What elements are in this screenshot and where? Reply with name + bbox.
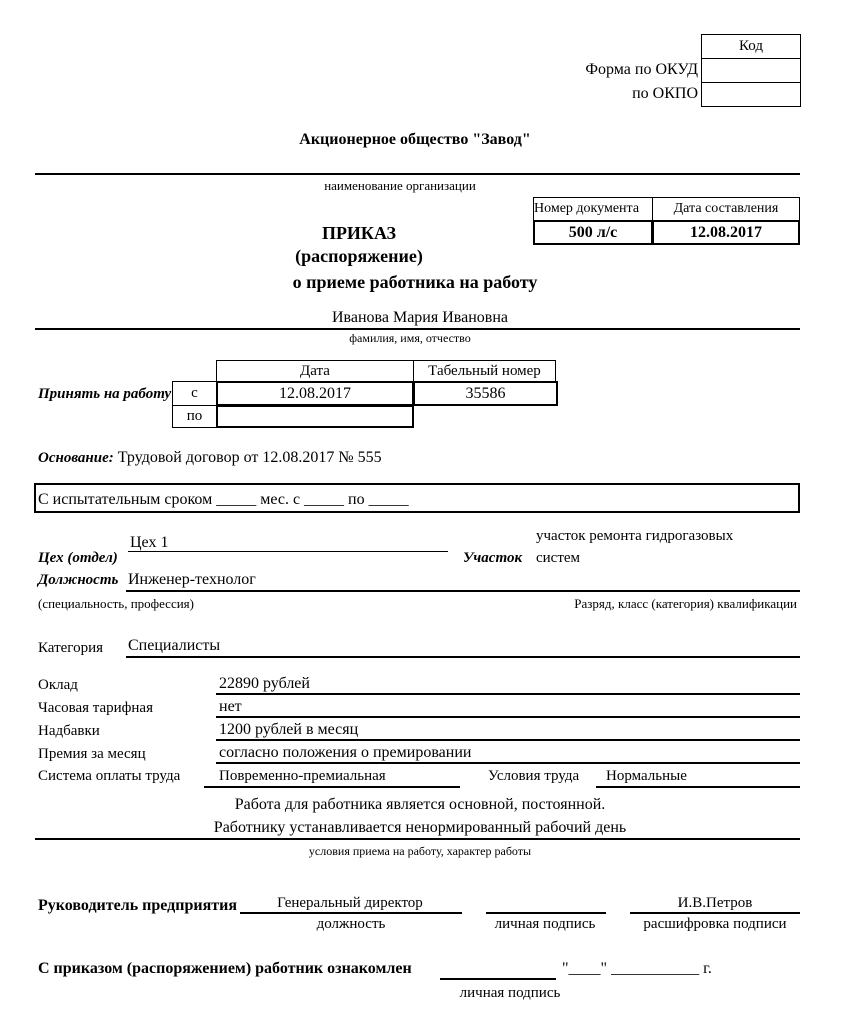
section-value-1: участок ремонта гидрогазовых [536, 528, 734, 544]
bonus-label: Надбавки [38, 723, 100, 739]
okpo-code-cell [701, 82, 801, 107]
hourly-value: нет [219, 698, 242, 715]
conditions-label: Условия труда [488, 768, 580, 784]
employee-name: Иванова Мария Ивановна [331, 309, 509, 326]
okud-label: Форма по ОКУД [585, 61, 698, 78]
section-value-2: систем [536, 550, 581, 566]
ack-date: "____" ___________ г. [562, 960, 712, 977]
doc-date-header: Дата составления [652, 197, 800, 221]
hire-from-date: 12.08.2017 [216, 381, 414, 406]
cap-position: должность [316, 916, 386, 932]
ack-signature-line [440, 978, 556, 980]
okpo-label: по ОКПО [632, 85, 698, 102]
shop-line [128, 551, 448, 552]
organization-caption: наименование организации [324, 178, 476, 193]
head-position: Генеральный директор [277, 895, 423, 911]
salary-label: Оклад [38, 677, 78, 693]
doc-date-value: 12.08.2017 [652, 220, 800, 245]
employee-caption: фамилия, имя, отчество [349, 331, 471, 345]
premium-line [216, 762, 800, 764]
basis-value: Трудовой договор от 12.08.2017 № 555 [117, 449, 382, 466]
shop-value: Цех 1 [130, 534, 169, 551]
doc-number-header: Номер документа [533, 197, 653, 221]
employee-line [35, 328, 800, 330]
order-subtitle: (распоряжение) [295, 246, 423, 266]
organization-name: Акционерное общество "Завод" [299, 131, 531, 148]
category-line [126, 656, 800, 658]
position-caption-right: Разряд, класс (категория) квалификации [574, 596, 797, 611]
ack-caption: личная подпись [459, 985, 561, 1001]
ack-label: С приказом (распоряжением) работник ознакомлен [38, 960, 412, 977]
head-position-line [240, 912, 462, 914]
salary-line [216, 693, 800, 695]
hire-tab-header: Табельный номер [413, 360, 556, 382]
section-label: Участок [463, 550, 523, 566]
position-label: Должность [38, 572, 119, 588]
salary-value: 22890 рублей [219, 675, 310, 692]
terms-line-1: Работа для работника является основной, постоянной. [234, 796, 606, 813]
probation-text: С испытательным сроком _____ мес. с _____ по _____ [38, 491, 409, 508]
premium-label: Премия за месяц [38, 746, 146, 762]
organization-line [35, 173, 800, 175]
bonus-value: 1200 рублей в месяц [219, 721, 359, 738]
order-subject: о приеме работника на работу [292, 272, 538, 292]
kod-header: Код [701, 34, 801, 59]
hire-to-date [216, 405, 414, 428]
hire-date-header: Дата [216, 360, 414, 382]
basis-row [38, 449, 382, 467]
category-value: Специалисты [128, 637, 221, 654]
head-signature-line [486, 912, 606, 914]
head-name: И.В.Петров [677, 895, 753, 911]
basis-label: Основание: [38, 450, 114, 466]
order-title: ПРИКАЗ [321, 223, 397, 243]
pay-system-label: Система оплаты труда [38, 768, 181, 784]
hourly-line [216, 716, 800, 718]
pay-system-line [204, 786, 460, 788]
hourly-label: Часовая тарифная [38, 700, 153, 716]
premium-value: согласно положения о премировании [219, 744, 472, 761]
okud-code-cell [701, 58, 801, 83]
shop-label: Цех (отдел) [38, 550, 118, 566]
hire-from-label: с [172, 381, 217, 406]
terms-line [35, 838, 800, 840]
position-caption-left: (специальность, профессия) [38, 596, 194, 611]
bonus-line [216, 739, 800, 741]
pay-system-value: Повременно-премиальная [219, 768, 386, 784]
hire-to-label: по [172, 405, 217, 428]
conditions-line [596, 786, 800, 788]
head-label: Руководитель предприятия [38, 897, 237, 914]
cap-decoding: расшифровка подписи [643, 916, 787, 932]
position-line [126, 590, 800, 592]
terms-caption: условия приема на работу, характер работы [308, 844, 532, 858]
hire-label: Принять на работу [38, 386, 172, 402]
terms-line-2: Работнику устанавливается ненормированный рабочий день [213, 819, 627, 836]
hire-tab-number: 35586 [413, 381, 558, 406]
conditions-value: Нормальные [606, 768, 687, 784]
category-label: Категория [38, 640, 103, 656]
doc-number-value: 500 л/с [533, 220, 653, 245]
position-value: Инженер-технолог [128, 571, 256, 588]
cap-signature: личная подпись [494, 916, 596, 932]
head-name-line [630, 912, 800, 914]
